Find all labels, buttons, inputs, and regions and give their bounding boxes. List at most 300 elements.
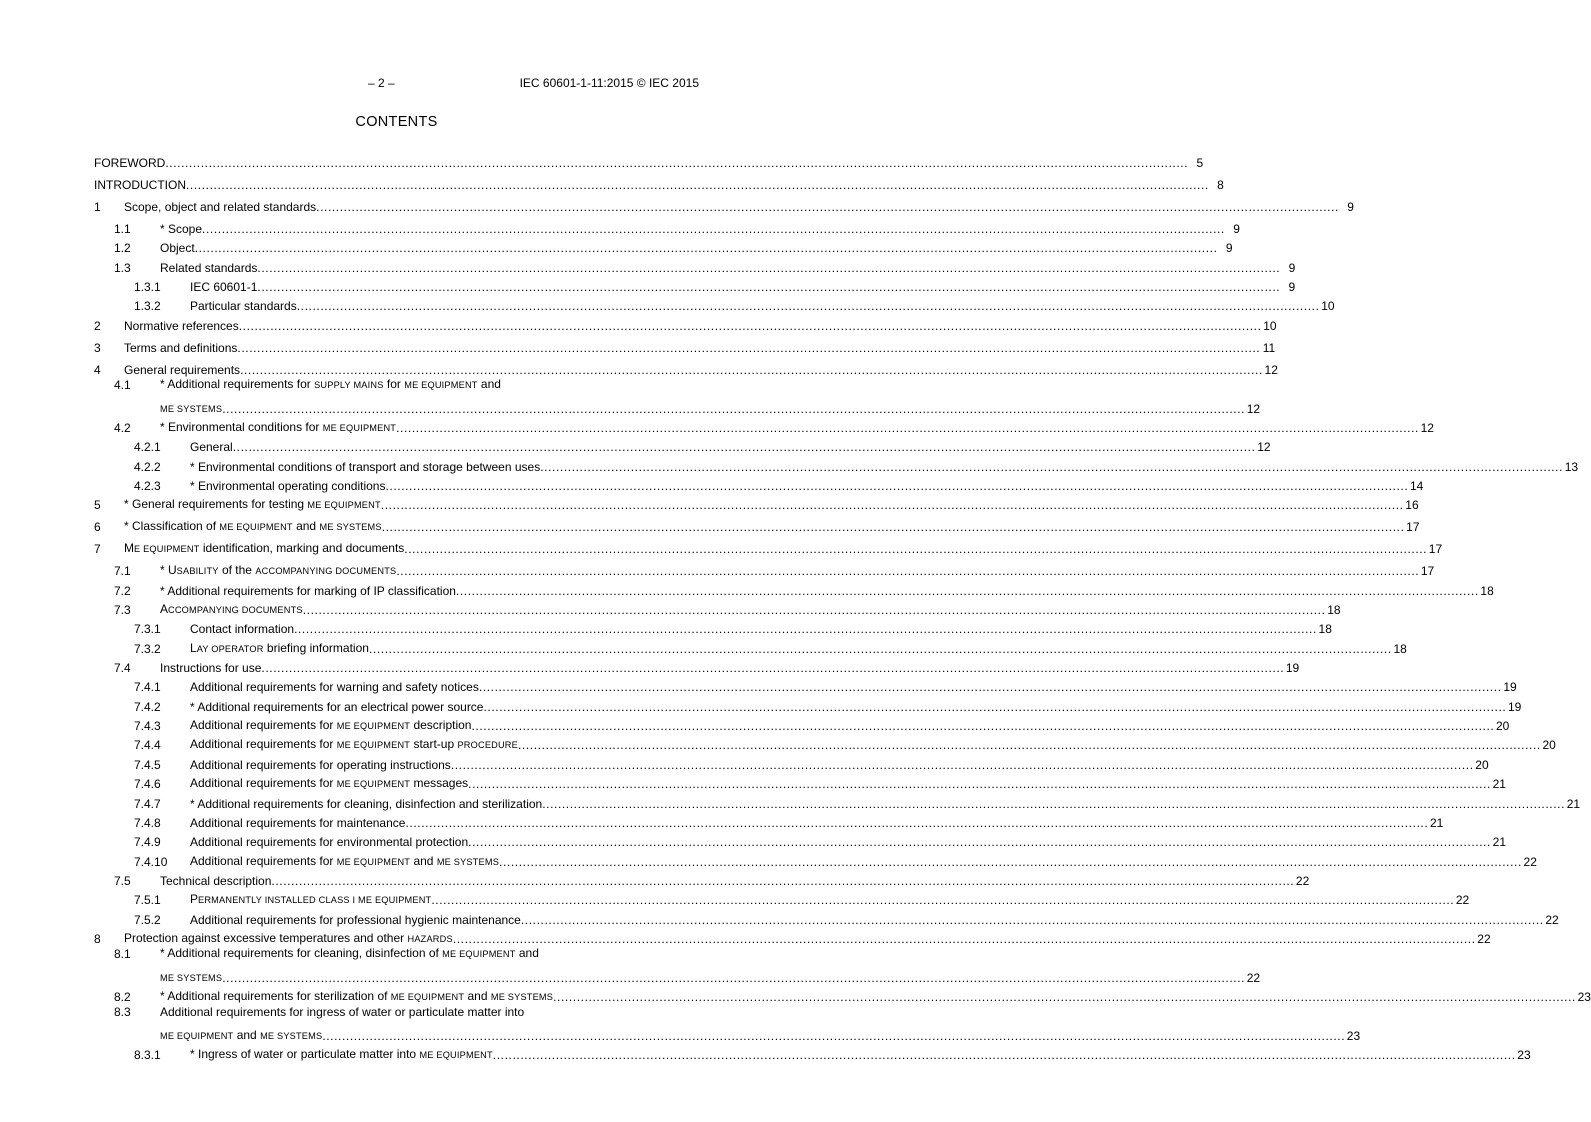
toc-term-smallcaps: ME EQUIPMENT	[404, 379, 478, 390]
toc-entry-title	[160, 261, 257, 276]
toc-entry-number: 7.5.2	[134, 912, 161, 927]
toc-entry-number: 7.4.10	[134, 854, 168, 869]
toc-entry-number: 7.4.6	[134, 777, 161, 792]
toc-term-smallcaps: ME EQUIPMENT	[307, 500, 381, 511]
toc-entry-title	[190, 641, 369, 657]
toc-page-number: 20	[1475, 757, 1489, 772]
toc-term-smallcaps: ME EQUIPMENT	[442, 948, 516, 959]
toc-leader-dots: ....................................................................................................................................................................................................................................................................	[553, 989, 1576, 1004]
toc-entry-title	[190, 737, 518, 753]
toc-entry-number: 8.1	[114, 946, 131, 961]
toc-entry-title	[160, 989, 553, 1005]
toc-entry-number: 1.3.2	[134, 299, 161, 314]
toc-entry-number: 7.4.7	[134, 796, 161, 811]
toc-entry-title	[190, 479, 385, 494]
toc-leader-dots: ....................................................................................................................................................................................................................................................................	[222, 401, 1246, 416]
toc-entry[interactable]	[94, 850, 1537, 869]
toc-page-number: 19	[1285, 661, 1300, 676]
toc-page-number: 22	[1455, 893, 1470, 908]
toc-entry[interactable]	[94, 417, 1434, 436]
toc-leader-dots: ....................................................................................................................................................................................................................................................................	[499, 854, 1522, 869]
toc-page-number: 18	[1480, 583, 1494, 598]
toc-entry-title	[190, 835, 468, 850]
toc-leader-dots: ....................................................................................................................................................................................................................................................................	[483, 699, 1507, 714]
toc-page-number: 18	[1318, 622, 1332, 637]
toc-leader-dots: ....................................................................................................................................................................................................................................................................	[368, 641, 1392, 656]
toc-entry-title	[190, 1047, 493, 1063]
toc-leader-dots: ....................................................................................................................................................................................................................................................................	[238, 318, 1262, 333]
toc-page-number: 19	[1507, 699, 1522, 714]
toc-leader-dots: ....................................................................................................................................................................................................................................................................	[381, 520, 1405, 535]
toc-entry-title	[160, 222, 202, 237]
toc-entry[interactable]	[94, 908, 1559, 927]
toc-term-smallcaps: ME EQUIPMENT	[419, 1049, 493, 1060]
toc-entry-title	[124, 363, 240, 378]
toc-text-part: identification, marking and documents	[199, 541, 405, 556]
toc-leader-dots: ....................................................................................................................................................................................................................................................................	[404, 542, 1428, 557]
toc-text-part: and	[464, 988, 491, 1003]
toc-text-part: and	[292, 519, 320, 534]
toc-text-part: and	[515, 945, 539, 960]
toc-entry[interactable]	[94, 196, 1354, 215]
toc-entry-title	[190, 680, 479, 695]
toc-leader-dots: ....................................................................................................................................................................................................................................................................	[194, 241, 1218, 256]
toc-text-part: FOREWORD	[94, 156, 166, 170]
toc-leader-dots: ....................................................................................................................................................................................................................................................................	[471, 719, 1495, 734]
toc-entry-number: 7.2	[114, 583, 131, 598]
toc-page-number: 19	[1503, 680, 1517, 695]
toc-entry-title-continuation	[160, 401, 222, 417]
toc-leader-dots: ....................................................................................................................................................................................................................................................................	[296, 299, 1320, 314]
toc-text-part: Related standards	[160, 260, 258, 275]
toc-entry-number: 1.3	[114, 260, 131, 275]
toc-entry[interactable]	[94, 831, 1506, 850]
toc-entry-title	[124, 497, 381, 513]
toc-page-number: 22	[1295, 873, 1310, 888]
toc-entry-number: 7.4.4	[134, 738, 161, 753]
toc-entry-number: 1.1	[114, 222, 131, 237]
toc-text-part: A	[160, 602, 169, 617]
toc-entry[interactable]	[94, 376, 1261, 417]
toc-term-smallcaps: ACCOMPANYING DOCUMENTS	[255, 566, 397, 577]
toc-leader-dots: ....................................................................................................................................................................................................................................................................	[271, 873, 1295, 888]
toc-leader-dots: ....................................................................................................................................................................................................................................................................	[222, 970, 1246, 985]
toc-text-part: * Additional requirements for sterilization of	[160, 988, 391, 1003]
toc-entry-title	[190, 776, 468, 792]
toc-page-number: 22	[1246, 970, 1261, 985]
toc-page-number: 21	[1566, 796, 1581, 811]
toc-term-smallcaps: ME EQUIPMENT	[336, 740, 411, 751]
toc-entry-title	[160, 602, 303, 618]
toc-text-part: Protection against excessive temperatures and other	[124, 930, 408, 945]
toc-entry-number: 7.4.2	[134, 699, 161, 714]
toc-entry-number: 4	[94, 362, 101, 377]
toc-page-number: 20	[1495, 719, 1510, 734]
toc-leader-dots: ....................................................................................................................................................................................................................................................................	[478, 680, 1502, 695]
toc-entry-title	[94, 178, 186, 193]
toc-text-part: Additional requirements for environmental protection	[190, 835, 469, 850]
toc-page-number: 23	[1517, 1047, 1531, 1062]
toc-page-number: 20	[1542, 738, 1556, 753]
toc-entry-title	[190, 892, 431, 908]
toc-term-smallcaps: ME EQUIPMENT	[219, 522, 293, 533]
toc-leader-dots: ....................................................................................................................................................................................................................................................................	[452, 931, 1476, 946]
toc-leader-dots: ....................................................................................................................................................................................................................................................................	[186, 178, 1209, 193]
toc-text-part: Additional requirements for	[190, 737, 337, 752]
toc-entry-number: 7.4.8	[134, 815, 161, 830]
toc-page-number: 12	[1246, 401, 1261, 416]
toc-entry[interactable]	[94, 928, 1491, 947]
toc-page-number: 8	[1217, 178, 1224, 193]
toc-entry-number: 5	[94, 498, 101, 513]
toc-page-number: 21	[1492, 835, 1506, 850]
toc-entry[interactable]	[94, 156, 1204, 171]
toc-page-number: 14	[1409, 478, 1424, 493]
page-header	[94, 76, 699, 92]
toc-entry-title	[160, 946, 539, 962]
toc-text-part: start-up	[410, 737, 458, 752]
toc-entry[interactable]	[94, 237, 1233, 256]
toc-entry-number: 8.3	[114, 1004, 131, 1019]
toc-text-part: for	[383, 376, 405, 391]
toc-term-smallcaps: ME SYSTEMS	[436, 856, 500, 867]
toc-term-smallcaps: ME EQUIPMENT	[336, 721, 411, 732]
toc-term-smallcaps: ME SYSTEMS	[319, 522, 382, 533]
toc-page-number: 23	[1346, 1028, 1361, 1043]
toc-term-smallcaps: E EQUIPMENT	[134, 544, 200, 555]
toc-entry-number: 2	[94, 318, 101, 333]
toc-text-part: Additional requirements for	[190, 853, 337, 868]
toc-entry-number: 7.1	[114, 564, 131, 579]
toc-entry-title	[160, 377, 501, 393]
toc-entry-title	[124, 200, 316, 215]
toc-leader-dots: ....................................................................................................................................................................................................................................................................	[431, 893, 1455, 908]
toc-page-number: 9	[1233, 222, 1240, 237]
page-number: – 2 –	[368, 76, 395, 90]
toc-entry[interactable]	[94, 455, 1579, 474]
toc-term-smallcaps: ME SYSTEMS	[260, 1030, 323, 1041]
toc-entry-number: 7.3	[114, 603, 131, 618]
toc-entry[interactable]	[94, 695, 1522, 714]
toc-text-part: Additional requirements for professional hygienic maintenance	[190, 912, 521, 927]
toc-entry-number: 7.4.5	[134, 757, 161, 772]
toc-text-part: General	[190, 440, 233, 455]
toc-text-part: * Scope	[160, 222, 203, 237]
toc-entry-number: 8.3.1	[134, 1047, 161, 1062]
toc-term-smallcaps: ME EQUIPMENT	[336, 779, 411, 790]
toc-entry-number: 4.2.3	[134, 478, 161, 493]
toc-page-number: 5	[1196, 156, 1204, 170]
toc-leader-dots: ....................................................................................................................................................................................................................................................................	[520, 912, 1544, 927]
toc-page-number: 16	[1405, 498, 1419, 513]
toc-leader-dots: ....................................................................................................................................................................................................................................................................	[302, 603, 1326, 618]
toc-page-number: 12	[1420, 420, 1434, 435]
toc-text-part: Additional requirements for	[190, 718, 337, 733]
toc-text-part: Additional requirements for maintenance	[190, 815, 406, 830]
toc-text-part: Particular standards	[190, 299, 297, 314]
toc-page-number: 17	[1406, 520, 1420, 535]
toc-entry-number: 7.4.9	[134, 835, 161, 850]
toc-text-part: * Additional requirements for an electrical power source	[190, 699, 484, 714]
toc-entry-number: 4.2.2	[134, 459, 161, 474]
toc-text-part: Contact information	[190, 622, 295, 637]
toc-entry[interactable]	[94, 945, 1261, 986]
toc-text-part: Terms and definitions	[124, 340, 238, 355]
toc-entry-title	[94, 156, 165, 171]
toc-entry[interactable]	[94, 676, 1517, 695]
toc-page-number: 9	[1347, 200, 1354, 215]
toc-text-part: * U	[160, 563, 177, 578]
toc-entry-title	[190, 280, 257, 295]
toc-entry[interactable]	[94, 276, 1296, 295]
toc-text-part: * Additional requirements for cleaning, disinfection and sterilization	[190, 796, 543, 811]
toc-text-part: Additional requirements for warning and safety notices	[190, 680, 479, 695]
toc-text-part: * Additional requirements for marking of IP classification	[160, 583, 456, 598]
toc-entry-title	[190, 460, 540, 475]
toc-term-smallcaps: CCOMPANYING DOCUMENTS	[168, 605, 303, 616]
toc-entry[interactable]	[94, 715, 1510, 734]
toc-entry-title	[160, 563, 396, 579]
toc-entry-number: 7.3.2	[134, 641, 161, 656]
toc-entry-number: 7	[94, 542, 101, 557]
toc-entry-number: 7.5	[114, 873, 131, 888]
toc-entry-title	[160, 1005, 524, 1020]
toc-term-smallcaps: ME SYSTEMS	[490, 991, 554, 1002]
toc-text-part: IEC 60601-1	[190, 280, 258, 295]
toc-leader-dots: ....................................................................................................................................................................................................................................................................	[380, 498, 1404, 513]
toc-leader-dots: ....................................................................................................................................................................................................................................................................	[405, 815, 1429, 830]
toc-entry[interactable]	[94, 792, 1581, 811]
toc-text-part: * General requirements for testing	[124, 497, 308, 512]
toc-entry-number: 6	[94, 520, 101, 535]
toc-page-number: 21	[1429, 815, 1444, 830]
toc-page-number: 17	[1428, 542, 1443, 557]
toc-page-number: 12	[1257, 440, 1271, 455]
toc-leader-dots: ....................................................................................................................................................................................................................................................................	[396, 564, 1420, 579]
toc-leader-dots: ....................................................................................................................................................................................................................................................................	[237, 340, 1261, 355]
toc-entry[interactable]	[94, 314, 1277, 333]
toc-text-part: General requirements	[124, 362, 241, 377]
toc-term-smallcaps: SABILITY	[176, 566, 219, 577]
toc-leader-dots: ....................................................................................................................................................................................................................................................................	[492, 1047, 1516, 1062]
toc-entry-number: 1.3.1	[134, 280, 161, 295]
toc-entry-number: 4.2.1	[134, 440, 161, 455]
toc-entry[interactable]	[94, 618, 1332, 637]
toc-entry[interactable]	[94, 538, 1443, 557]
toc-page-number: 21	[1492, 777, 1506, 792]
toc-leader-dots: ....................................................................................................................................................................................................................................................................	[468, 777, 1491, 792]
toc-entry-title	[190, 854, 499, 870]
toc-entry-title	[190, 440, 233, 455]
toc-leader-dots: ....................................................................................................................................................................................................................................................................	[322, 1028, 1346, 1043]
toc-leader-dots: ....................................................................................................................................................................................................................................................................	[542, 796, 1566, 811]
toc-text-part: Scope, object and related standards	[124, 200, 317, 215]
toc-entry[interactable]	[94, 637, 1407, 656]
toc-leader-dots: ....................................................................................................................................................................................................................................................................	[540, 459, 1564, 474]
toc-leader-dots: ....................................................................................................................................................................................................................................................................	[294, 622, 1317, 637]
toc-text-part: INTRODUCTION	[94, 178, 186, 193]
toc-entry-title	[190, 797, 542, 812]
toc-text-part: L	[190, 640, 197, 655]
toc-text-part: * Additional requirements for	[160, 376, 315, 391]
toc-entry-number: 1.2	[114, 241, 131, 256]
toc-entry[interactable]	[94, 812, 1444, 831]
toc-page-number: 17	[1420, 564, 1435, 579]
toc-leader-dots: ....................................................................................................................................................................................................................................................................	[202, 222, 1225, 237]
toc-entry-number: 7.4.3	[134, 719, 161, 734]
toc-entry-title-continuation	[160, 1028, 322, 1044]
table-of-contents	[94, 156, 1591, 1063]
toc-leader-dots: ....................................................................................................................................................................................................................................................................	[165, 156, 1189, 170]
toc-leader-dots: ....................................................................................................................................................................................................................................................................	[468, 835, 1491, 850]
toc-term-smallcaps: ERMANENTLY INSTALLED CLASS I ME EQUIPMENT	[198, 895, 432, 906]
toc-entry-title	[190, 700, 483, 715]
toc-term-smallcaps: ME SYSTEMS	[160, 972, 223, 983]
toc-entry[interactable]	[94, 218, 1240, 237]
toc-leader-dots: ....................................................................................................................................................................................................................................................................	[316, 200, 1339, 215]
toc-text-part: Additional requirements for operating instructions	[190, 757, 451, 772]
toc-text-part: Normative references	[124, 318, 239, 333]
toc-text-part: Additional requirements for ingress of water or particulate matter into	[160, 1004, 525, 1019]
toc-text-part: of the	[218, 563, 256, 578]
toc-entry-number: 7.4	[114, 661, 131, 676]
toc-term-smallcaps: SUPPLY MAINS	[314, 379, 384, 390]
toc-page-number: 9	[1288, 280, 1296, 295]
toc-entry[interactable]	[94, 494, 1419, 513]
toc-entry[interactable]	[94, 773, 1506, 792]
toc-entry-number: 4.2	[114, 420, 131, 435]
toc-leader-dots: ....................................................................................................................................................................................................................................................................	[240, 362, 1263, 377]
toc-entry-title	[160, 420, 396, 436]
toc-entry-number: 8.2	[114, 989, 131, 1004]
toc-entry[interactable]	[94, 436, 1271, 455]
toc-entry-title	[160, 241, 195, 256]
toc-leader-dots: ....................................................................................................................................................................................................................................................................	[517, 738, 1541, 753]
toc-entry[interactable]	[94, 734, 1556, 753]
toc-text-part: * Classification of	[124, 519, 220, 534]
toc-entry[interactable]	[94, 1004, 1361, 1044]
toc-entry-title	[190, 622, 294, 637]
toc-entry-number: 1	[94, 200, 101, 215]
toc-entry-title	[190, 718, 471, 734]
document-id: IEC 60601-1-11:2015 © IEC 2015	[519, 76, 699, 90]
toc-entry[interactable]	[94, 599, 1341, 618]
toc-page-number: 13	[1564, 459, 1579, 474]
toc-page-number: 12	[1264, 362, 1278, 377]
toc-entry[interactable]	[94, 475, 1424, 494]
toc-text-part: and	[233, 1027, 261, 1042]
toc-page-number: 18	[1393, 641, 1407, 656]
toc-entry-title	[160, 874, 271, 889]
toc-term-smallcaps: ME SYSTEMS	[160, 403, 223, 414]
toc-text-part: Technical description	[160, 873, 272, 888]
toc-text-part: Additional requirements for	[190, 776, 337, 791]
toc-entry[interactable]	[94, 295, 1335, 314]
toc-page-number: 23	[1577, 989, 1591, 1004]
toc-entry-number: 8	[94, 931, 101, 946]
toc-page-number: 10	[1263, 318, 1277, 333]
toc-entry[interactable]	[94, 560, 1435, 579]
toc-entry-title	[190, 913, 521, 928]
toc-entry-number: 7.5.1	[134, 893, 161, 908]
toc-term-smallcaps: ME EQUIPMENT	[322, 422, 397, 433]
toc-text-part: * Environmental operating conditions	[190, 478, 386, 493]
toc-entry-number: 4.1	[114, 377, 131, 392]
toc-entry-number: 7.4.1	[134, 680, 161, 695]
toc-text-part: M	[124, 541, 134, 556]
toc-entry-title	[190, 816, 405, 831]
toc-term-smallcaps: PROCEDURE	[457, 740, 518, 751]
page-title: CONTENTS	[355, 114, 438, 130]
toc-page-number: 22	[1545, 912, 1559, 927]
toc-page-number: 22	[1523, 854, 1537, 869]
toc-entry-title	[190, 758, 451, 773]
toc-entry-title	[124, 931, 453, 947]
toc-entry[interactable]	[94, 889, 1470, 908]
toc-text-part: * Additional requirements for cleaning, disinfection of	[160, 945, 443, 960]
toc-text-part: messages	[410, 776, 469, 791]
toc-entry-title	[124, 319, 239, 334]
toc-entry-title	[124, 541, 404, 557]
toc-entry[interactable]	[94, 986, 1591, 1005]
toc-entry[interactable]	[94, 579, 1494, 598]
toc-leader-dots: ....................................................................................................................................................................................................................................................................	[261, 661, 1285, 676]
toc-term-smallcaps: HAZARDS	[407, 933, 453, 944]
toc-term-smallcaps: ME EQUIPMENT	[160, 1030, 234, 1041]
toc-page-number: 10	[1321, 299, 1335, 314]
toc-entry[interactable]	[94, 337, 1276, 356]
toc-term-smallcaps: AY OPERATOR	[196, 643, 264, 654]
toc-page-number: 22	[1477, 931, 1491, 946]
toc-text-part: P	[190, 892, 199, 907]
toc-page-number: 18	[1327, 603, 1341, 618]
toc-entry-title	[160, 661, 261, 676]
toc-entry-title-continuation	[160, 970, 222, 986]
toc-term-smallcaps: ME EQUIPMENT	[390, 991, 465, 1002]
toc-entry[interactable]	[94, 516, 1420, 535]
toc-text-part: description	[410, 718, 472, 733]
toc-entry[interactable]	[94, 359, 1278, 378]
toc-leader-dots: ....................................................................................................................................................................................................................................................................	[385, 478, 1409, 493]
toc-text-part: and	[477, 376, 501, 391]
toc-entry[interactable]	[94, 657, 1300, 676]
toc-page-number: 9	[1288, 260, 1296, 275]
toc-leader-dots: ....................................................................................................................................................................................................................................................................	[450, 757, 1474, 772]
toc-text-part: Object	[160, 241, 195, 256]
toc-text-part: briefing information	[263, 640, 369, 655]
toc-entry-title	[124, 341, 237, 356]
toc-entry[interactable]	[94, 753, 1489, 772]
toc-page-number: 11	[1262, 340, 1276, 355]
toc-leader-dots: ....................................................................................................................................................................................................................................................................	[257, 280, 1281, 295]
toc-term-smallcaps: ME EQUIPMENT	[336, 856, 411, 867]
toc-entry-number: 7.3.1	[134, 622, 161, 637]
toc-entry-number: 3	[94, 340, 101, 355]
toc-entry[interactable]	[94, 174, 1224, 193]
toc-entry-title	[190, 299, 297, 314]
toc-entry[interactable]	[94, 256, 1296, 275]
toc-entry-title	[160, 584, 456, 599]
toc-text-part: * Ingress of water or particulate matter into	[190, 1046, 420, 1061]
toc-text-part: and	[410, 853, 437, 868]
toc-leader-dots: ....................................................................................................................................................................................................................................................................	[455, 583, 1479, 598]
toc-entry[interactable]	[94, 1044, 1531, 1063]
toc-leader-dots: ....................................................................................................................................................................................................................................................................	[257, 260, 1281, 275]
toc-text-part: * Environmental conditions of transport and storage between uses	[190, 459, 541, 474]
toc-entry[interactable]	[94, 870, 1310, 889]
toc-entry-title	[124, 519, 382, 535]
toc-text-part: Instructions for use	[160, 661, 262, 676]
